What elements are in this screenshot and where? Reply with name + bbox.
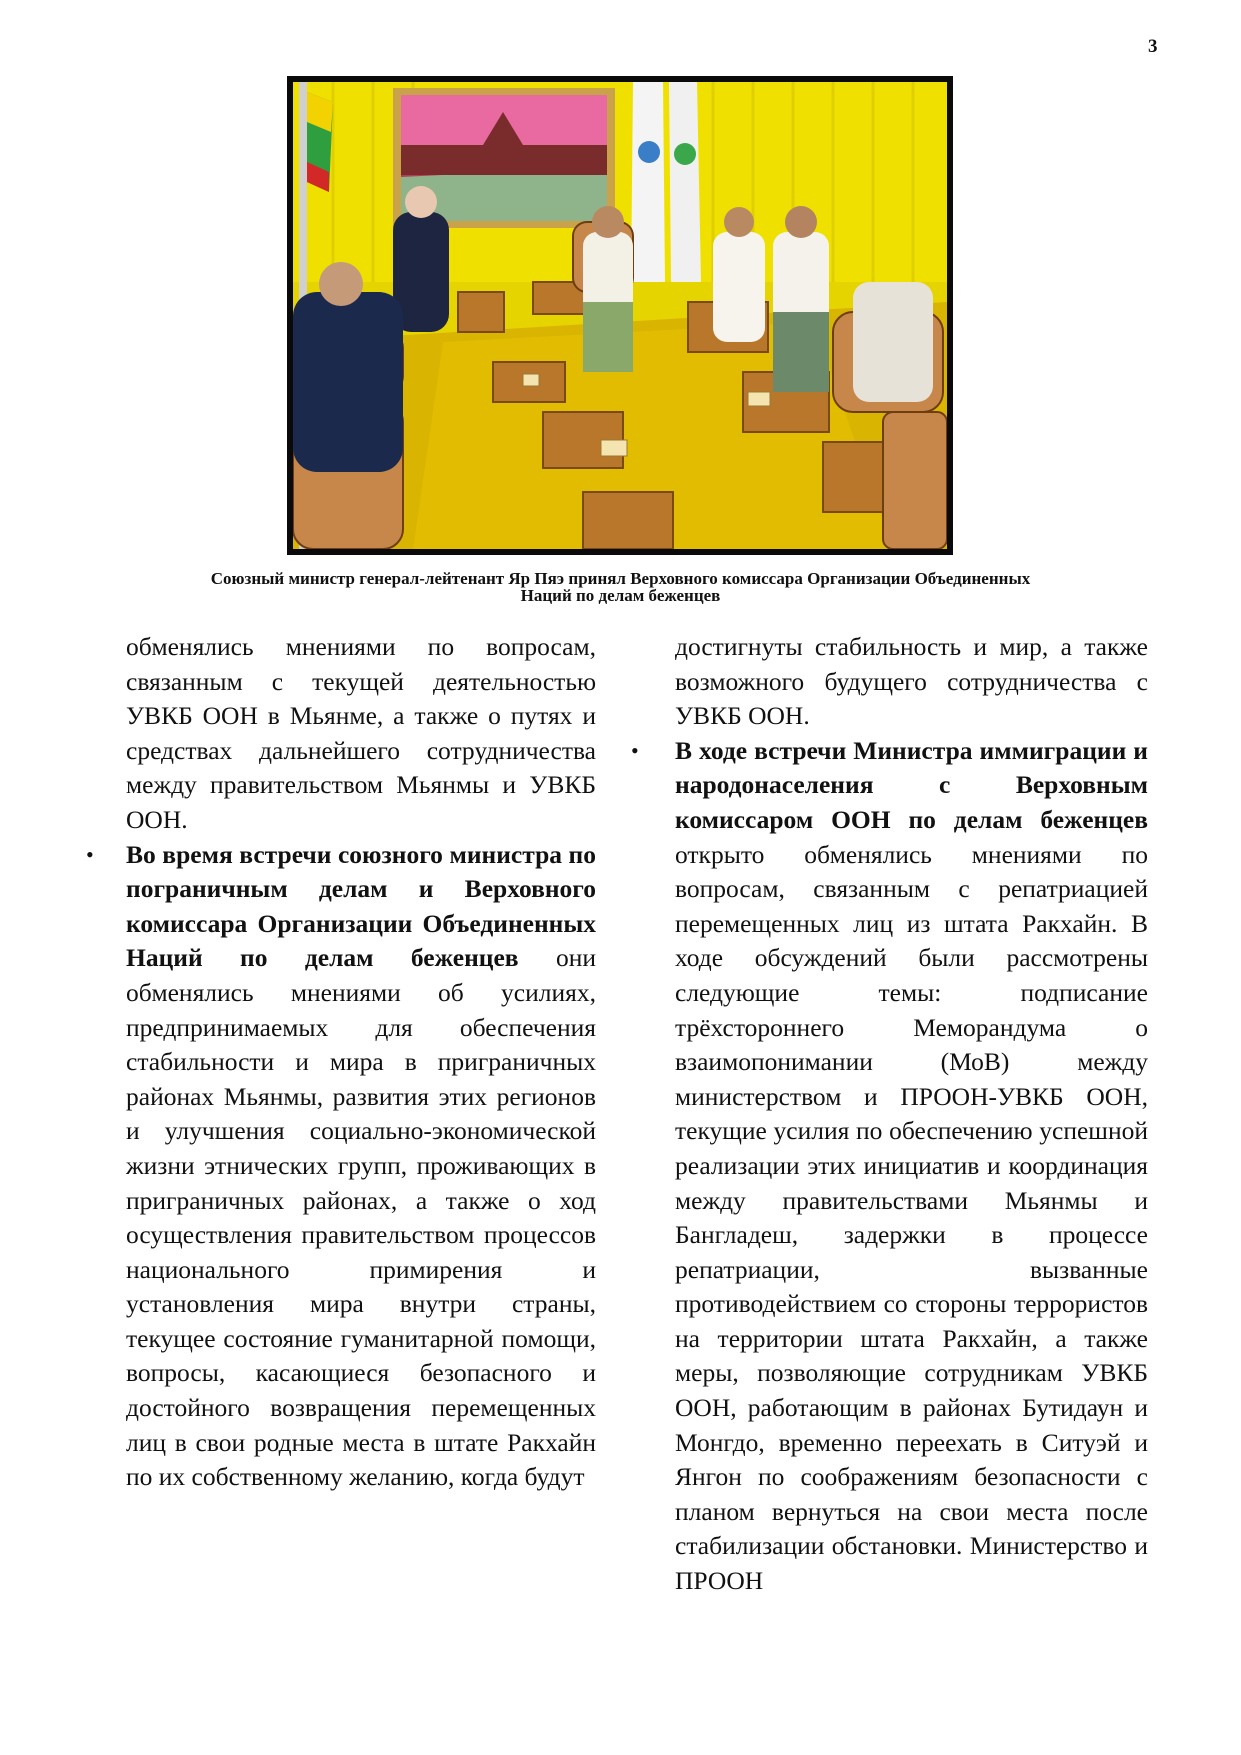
right-bullet-bold-lead: В ходе встречи Министра иммиграции и народонаселения с Верховным комиссаром ООН по делам беженцев — [675, 735, 1148, 834]
right-bullet-text: открыто обменялись мнениями по вопросам, связанным с репатриацией перемещенных лиц из штата Ракхайн. В ходе обсуждений были рассмотрены следующие темы: подписание трёхстороннего Меморандума о взаимопонимании (МоВ) между министерством и ПРООН-УВКБ ООН, текущие усилия по обеспечению успешной реализации этих инициатив и координация между правительствами Мьянмы и Бангладеш, задержки в процессе репатриации, вызванные противодействием со стороны террористов на территории штата Ракхайн, а также меры, позволяющие сотрудникам УВКБ ООН, работающим в районах Бутидаун и Монгдо, временно переехать в Ситуэй и Янгон по соображениям безопасности с планом вернуться на свои места после стабилизации обстановки. Министерство и ПРООН — [675, 839, 1148, 1596]
photo-caption — [100, 570, 1141, 604]
left-paragraph: обменялись мнениями по вопросам, связанным с текущей деятельностью УВКБ ООН в Мьянме, а также о путях и средствах дальнейшего сотрудничества между правительством Мьянмы и УВКБ ООН. — [126, 632, 596, 834]
left-bullet-text: они обменялись мнениями об усилиях, предпринимаемых для обеспечения стабильности и мира в приграничных районах Мьянмы, развития этих регионов и улучшения социально-экономической жизни этнических групп, проживающих в приграничных районах, а также о ход осуществления правительством процессов национального примирения и установления мира внутри страны, текущее состояние гуманитарной помощи, вопросы, касающиеся безопасного и достойного возвращения перемещенных лиц в свои родные места в штате Ракхайн по их собственному желанию, когда будут — [126, 943, 596, 1492]
photo-caption-line1: Союзный министр генерал-лейтенант Яр Пяэ принял Верховного комиссара Организации Объединенных — [210, 569, 1031, 588]
right-bullet-item — [631, 734, 1148, 1599]
photo-caption-line2: Наций по делам беженцев — [520, 586, 721, 605]
bullet-icon: • — [86, 841, 94, 867]
right-paragraph: достигнуты стабильность и мир, а также возможного будущего сотрудничества с УВКБ ООН. — [675, 632, 1148, 731]
left-bullet-bold-lead: Во время встречи союзного министра по пограничным делам и Верховного комиссара Организации Объединенных Наций по делам беженцев — [126, 839, 596, 973]
bullet-icon: • — [631, 737, 639, 763]
meeting-photo-image — [293, 82, 947, 549]
left-column — [86, 630, 596, 1495]
right-column — [631, 630, 1148, 1599]
meeting-photo — [287, 76, 953, 555]
left-bullet-item — [86, 838, 596, 1495]
page-number: 3 — [1148, 36, 1158, 57]
